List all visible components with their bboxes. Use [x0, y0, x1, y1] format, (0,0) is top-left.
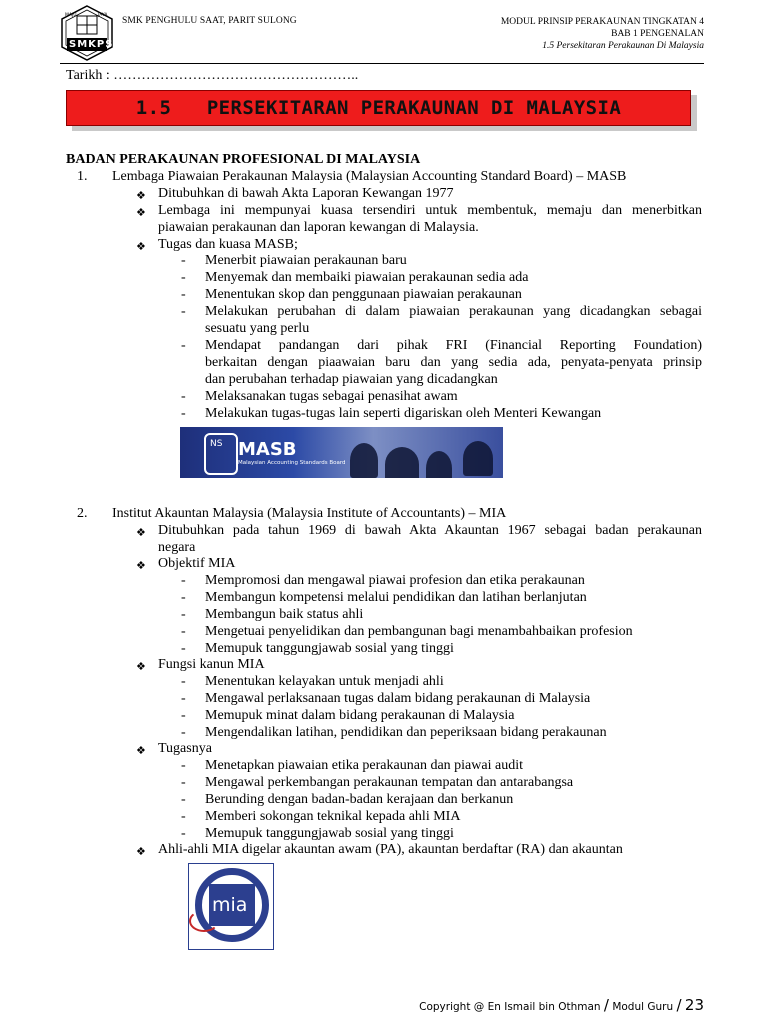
mia-title: Institut Akauntan Malaysia (Malaysia Institute of Accountants) – MIA — [112, 506, 507, 521]
mia-function: Menentukan kelayakan untuk menjadi ahli — [205, 674, 444, 689]
dash-icon: - — [181, 590, 186, 605]
bullet-icon: ❖ — [136, 559, 146, 572]
mia-function: Mengendalikan latihan, pendidikan dan peperiksaan bidang perakaunan — [205, 725, 607, 740]
dash-icon: - — [181, 725, 186, 740]
masb-duty: Menentukan skop dan penggunaan piawaian perakaunan — [205, 287, 522, 302]
bullet-icon: ❖ — [136, 240, 146, 253]
mia-duty: Berunding dengan badan-badan kerajaan dan berkanun — [205, 792, 514, 807]
mia-objective: Memupuk tanggungjawab sosial yang tinggi — [205, 641, 454, 656]
section-title: 1.5 Persekitaran Perakaunan Di Malaysia — [542, 41, 704, 51]
dash-icon: - — [181, 607, 186, 622]
dash-icon: - — [181, 674, 186, 689]
chapter-title: BAB 1 PENGENALAN — [611, 29, 704, 39]
module-title: MODUL PRINSIP PERAKAUNAN TINGKATAN 4 — [500, 17, 704, 27]
dash-icon: - — [181, 253, 186, 268]
mia-point: Tugasnya — [158, 741, 212, 756]
school-logo-motto-right: JAYA — [98, 13, 108, 18]
bullet-icon: ❖ — [136, 660, 146, 673]
person-silhouette-icon — [463, 441, 493, 476]
dash-icon: - — [181, 389, 186, 404]
masb-duty: Menerbit piawaian perakaunan baru — [205, 253, 407, 268]
bullet-icon: ❖ — [136, 744, 146, 757]
page-title-box — [66, 90, 691, 126]
school-logo — [58, 4, 116, 62]
item-number: 1. — [77, 169, 88, 184]
dash-icon: - — [181, 287, 186, 302]
mia-point: Objektif MIA — [158, 556, 236, 571]
school-logo-motto-left: MAJU — [65, 13, 77, 18]
mia-logo-text: mia — [212, 894, 248, 916]
page-title: 1.5 PERSEKITARAN PERAKAUNAN DI MALAYSIA — [135, 97, 622, 119]
school-name: SMK PENGHULU SAAT, PARIT SULONG — [122, 16, 297, 26]
masb-emblem-icon: NS — [204, 433, 238, 475]
mia-point: Fungsi kanun MIA — [158, 657, 265, 672]
dash-icon: - — [181, 270, 186, 285]
module-header — [501, 16, 704, 52]
dash-icon: - — [181, 792, 186, 807]
dash-icon: - — [181, 809, 186, 824]
dash-icon: - — [181, 708, 186, 723]
masb-duty-cont: berkaitan dengan piaawaian baru dan yang sedia ada, penyata-penyata prinsip — [205, 355, 702, 370]
person-silhouette-icon — [385, 447, 419, 478]
masb-point: Lembaga ini mempunyai kuasa tersendiri untuk membentuk, memaju dan menerbitkan — [158, 203, 702, 218]
bullet-icon: ❖ — [136, 206, 146, 219]
mia-objective: Membangun kompetensi melalui pendidikan dan latihan berlanjutan — [205, 590, 587, 605]
masb-duty: Menyemak dan membaiki piawaian perakaunan sedia ada — [205, 270, 529, 285]
mia-duty: Memberi sokongan teknikal kepada ahli MIA — [205, 809, 461, 824]
mia-point-cont: negara — [158, 540, 196, 555]
masb-logo-name: MASB — [238, 439, 297, 460]
mia-logo — [188, 863, 274, 950]
dash-icon: - — [181, 338, 186, 353]
masb-duty: Mendapat pandangan dari pihak FRI (Financial Reporting Foundation) — [205, 338, 702, 353]
dash-icon: - — [181, 573, 186, 588]
bullet-icon: ❖ — [136, 189, 146, 202]
section-heading: BADAN PERAKAUNAN PROFESIONAL DI MALAYSIA — [66, 152, 421, 167]
item-number: 2. — [77, 506, 88, 521]
masb-point: Tugas dan kuasa MASB; — [158, 237, 298, 252]
copyright-text: Copyright @ En Ismail bin Othman — [419, 1001, 601, 1013]
masb-point: Ditubuhkan di bawah Akta Laporan Kewangan 1977 — [158, 186, 454, 201]
school-logo-text: SMKPS — [69, 39, 114, 50]
header-divider — [60, 63, 704, 64]
masb-duty: Melakukan tugas-tugas lain seperti digariskan oleh Menteri Kewangan — [205, 406, 602, 421]
mia-swoosh-icon — [189, 910, 219, 932]
mia-duty: Mengawal perkembangan perakaunan tempatan dan antarabangsa — [205, 775, 574, 790]
dash-icon: - — [181, 826, 186, 841]
bullet-icon: ❖ — [136, 845, 146, 858]
dash-icon: - — [181, 304, 186, 319]
masb-duty: Melaksanakan tugas sebagai penasihat awam — [205, 389, 458, 404]
dash-icon: - — [181, 624, 186, 639]
date-field: Tarikh : …………………………………………….. — [66, 68, 359, 83]
masb-logo-subtitle: Malaysian Accounting Standards Board — [238, 460, 346, 466]
masb-duty-cont: sesuatu yang perlu — [205, 321, 310, 336]
masb-logo — [180, 427, 503, 478]
person-silhouette-icon — [426, 451, 452, 478]
person-silhouette-icon — [350, 443, 378, 478]
masb-duty: Melakukan perubahan di dalam piawaian perakaunan yang dicadangkan sebagai — [205, 304, 702, 319]
dash-icon: - — [181, 691, 186, 706]
mia-function: Memupuk minat dalam bidang perakaunan di Malaysia — [205, 708, 515, 723]
mia-objective: Mengetuai penyelidikan dan pembangunan bagi menambahbaikan profesion — [205, 624, 633, 639]
mia-point: Ditubuhkan pada tahun 1969 di bawah Akta Akauntan 1967 sebagai badan perakaunan — [158, 523, 702, 538]
footer-separator: / — [603, 996, 609, 1014]
guide-label: Modul Guru — [612, 1001, 674, 1013]
page-number: 23 — [684, 996, 704, 1014]
bullet-icon: ❖ — [136, 526, 146, 539]
masb-point-cont: piawaian perakaunan dan laporan kewangan di Malaysia. — [158, 220, 479, 235]
mia-duty: Memupuk tanggungjawab sosial yang tinggi — [205, 826, 454, 841]
mia-duty: Menetapkan piawaian etika perakaunan dan piawai audit — [205, 758, 523, 773]
masb-duty-cont: dan perubahan terhadap piawaian yang dicadangkan — [205, 372, 498, 387]
dash-icon: - — [181, 641, 186, 656]
mia-function: Mengawal perlaksanaan tugas dalam bidang perakaunan di Malaysia — [205, 691, 591, 706]
mia-objective: Membangun baik status ahli — [205, 607, 364, 622]
mia-objective: Mempromosi dan mengawal piawai profesion dan etika perakaunan — [205, 573, 585, 588]
mia-point: Ahli-ahli MIA digelar akauntan awam (PA), akauntan berdaftar (RA) dan akauntan — [158, 842, 623, 857]
masb-title: Lembaga Piawaian Perakaunan Malaysia (Malaysian Accounting Standard Board) – MASB — [112, 169, 627, 184]
page-footer — [419, 996, 704, 1014]
dash-icon: - — [181, 406, 186, 421]
footer-separator: / — [676, 996, 682, 1014]
dash-icon: - — [181, 775, 186, 790]
dash-icon: - — [181, 758, 186, 773]
